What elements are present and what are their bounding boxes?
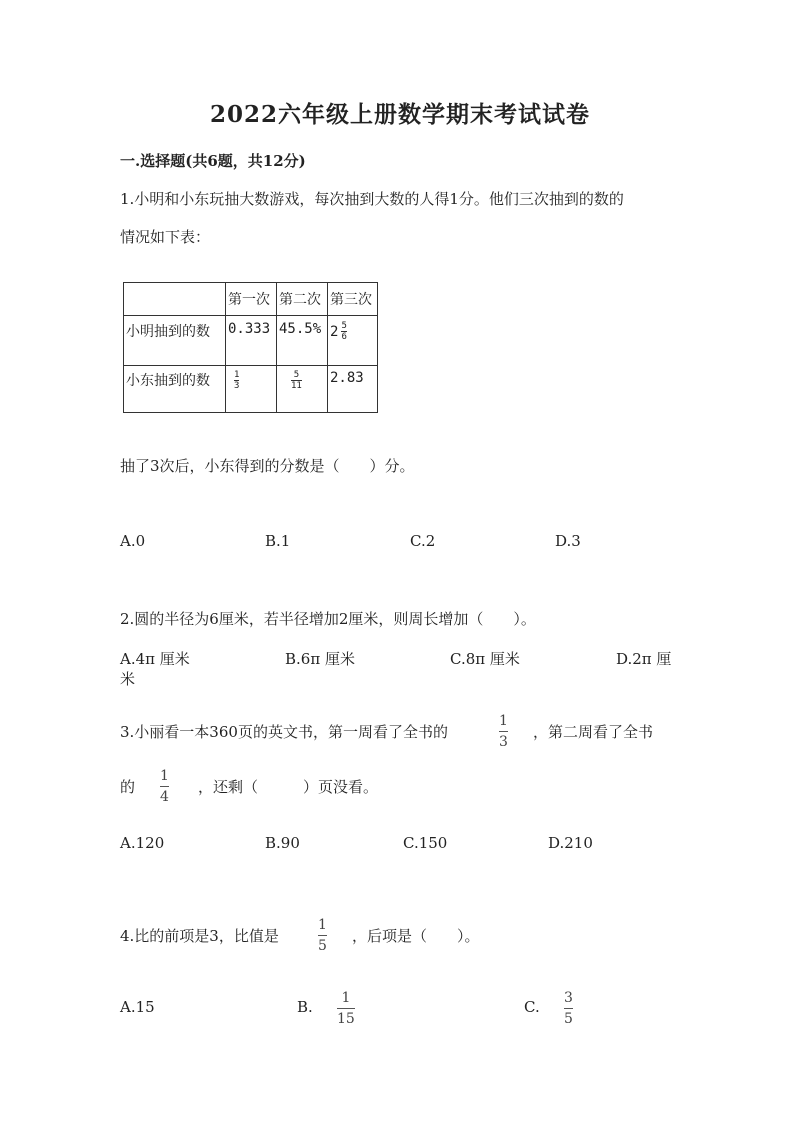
table-cell (277, 366, 328, 413)
q4-option-c-fraction (564, 990, 573, 1027)
q4-option-c-label: C. (524, 998, 540, 1016)
table-cell: 45.5% (277, 316, 328, 366)
fraction (341, 321, 346, 342)
fraction-numerator: 1 (160, 768, 169, 784)
q3-option-c: C.150 (403, 834, 448, 852)
q3-option-d: D.210 (548, 834, 593, 852)
fraction-denominator: 3 (234, 381, 240, 391)
q1-question: 抽了3次后，小东得到的分数是（ ）分。 (120, 457, 415, 475)
q3-stem-part2: ，第二周看了全书 (533, 723, 654, 741)
q1-option-a: A.0 (120, 532, 146, 550)
q3-stem-part1: 3.小丽看一本360页的英文书，第一周看了全书的 (120, 723, 448, 741)
q4-fraction-one-fifth (318, 917, 327, 954)
section-heading: 一.选择题(共6题，共12分) (120, 152, 306, 170)
q3-option-a: A.120 (120, 834, 165, 852)
fraction-numerator: 1 (234, 370, 240, 380)
fraction-denominator: 15 (337, 1011, 355, 1027)
q1-score-table (123, 282, 378, 413)
q1-stem-line2: 情况如下表： (120, 228, 211, 246)
q1-stem-line1: 1.小明和小东玩抽大数游戏，每次抽到大数的人得1分。他们三次抽到的数的 (120, 190, 624, 208)
q3-stem-part4: ，还剩（ ）页没看。 (198, 778, 379, 796)
q2-stem: 2.圆的半径为6厘米，若半径增加2厘米，则周长增加（ ）。 (120, 610, 536, 628)
fraction-numerator: 1 (341, 990, 351, 1006)
table-header-first: 第一次 (226, 283, 277, 316)
table-cell: 2.83 (328, 366, 378, 413)
q4-option-b-label: B. (297, 998, 313, 1016)
table-header-third: 第三次 (328, 283, 378, 316)
fraction-denominator: 6 (341, 332, 347, 342)
mixed-whole: 2 (330, 323, 339, 340)
fraction (291, 370, 302, 391)
q2-option-a: A.4π 厘米 (120, 650, 190, 668)
table-row-label-xiaoming: 小明抽到的数 (124, 316, 226, 366)
table-cell (226, 366, 277, 413)
table-cell (328, 316, 378, 366)
fraction-numerator: 1 (318, 917, 327, 933)
fraction-denominator: 5 (564, 1011, 573, 1027)
q3-option-b: B.90 (265, 834, 300, 852)
q2-option-c: C.8π 厘米 (450, 650, 520, 668)
q1-option-b: B.1 (265, 532, 291, 550)
fraction-numerator: 3 (564, 990, 573, 1006)
table-row-label-xiaodong: 小东抽到的数 (124, 366, 226, 413)
fraction (234, 370, 239, 391)
q4-stem-part2: ，后项是（ ）。 (352, 927, 480, 945)
q3-fraction-one-fourth (160, 768, 169, 805)
fraction-numerator: 5 (341, 321, 347, 331)
q2-option-d: D.2π 厘 (616, 650, 672, 668)
page-title: 2022六年级上册数学期末考试试卷 (209, 101, 590, 128)
q4-option-b-fraction (337, 990, 355, 1027)
fraction-denominator: 4 (160, 789, 169, 805)
q1-option-d: D.3 (555, 532, 581, 550)
fraction-numerator: 5 (293, 370, 300, 380)
q2-option-d-wrap: 米 (120, 670, 136, 688)
mixed-number (330, 321, 347, 342)
fraction-denominator: 11 (291, 381, 302, 391)
table-header-second: 第二次 (277, 283, 328, 316)
fraction-denominator: 3 (499, 734, 508, 750)
q1-option-c: C.2 (410, 532, 436, 550)
q2-option-b: B.6π 厘米 (285, 650, 355, 668)
q3-fraction-one-third (499, 713, 508, 750)
q4-option-a: A.15 (120, 998, 155, 1016)
fraction-denominator: 5 (318, 938, 327, 954)
q4-stem-part1: 4.比的前项是3，比值是 (120, 927, 279, 945)
fraction-numerator: 1 (499, 713, 508, 729)
q3-stem-part3: 的 (120, 778, 136, 796)
table-header-empty (124, 283, 226, 316)
table-cell: 0.333 (226, 316, 277, 366)
